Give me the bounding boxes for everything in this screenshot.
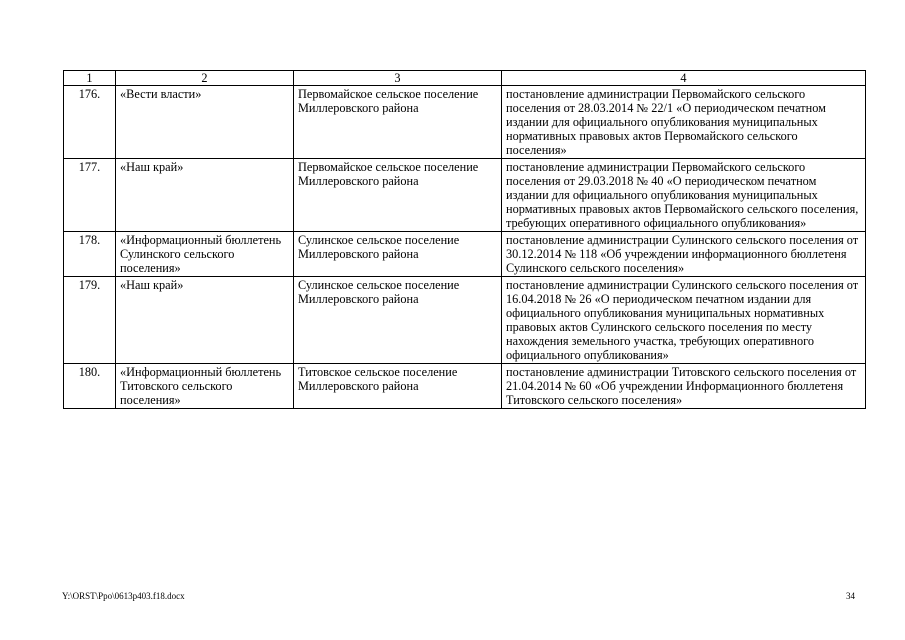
row-number: 176. — [64, 86, 116, 159]
table-row — [64, 232, 866, 277]
legal-act: постановление администрации Сулинского сельского поселения от 30.12.2014 № 118 «Об учреждении информационного бюллетеня Сулинского сельского поселения» — [502, 232, 866, 277]
publication-name: «Вести власти» — [116, 86, 294, 159]
legal-act: постановление администрации Первомайского сельского поселения от 28.03.2014 № 22/1 «О периодическом печатном издании для официального опубликования муниципальных нормативных правовых актов Первомайского сельского поселения» — [502, 86, 866, 159]
settlement-name: Сулинское сельское поселение Миллеровского района — [294, 232, 502, 277]
settlement-name: Титовское сельское поселение Миллеровского района — [294, 364, 502, 409]
settlement-name: Сулинское сельское поселение Миллеровского района — [294, 277, 502, 364]
table-header-row — [64, 71, 866, 86]
settlement-name: Первомайское сельское поселение Миллеровского района — [294, 159, 502, 232]
legal-act: постановление администрации Титовского сельского поселения от 21.04.2014 № 60 «Об учреждении Информационного бюллетеня Титовского сельского поселения» — [502, 364, 866, 409]
publication-name: «Информационный бюллетень Титовского сельского поселения» — [116, 364, 294, 409]
settlement-name: Первомайское сельское поселение Миллеровского района — [294, 86, 502, 159]
header-cell-3: 3 — [294, 71, 502, 86]
table-row — [64, 364, 866, 409]
publication-name: «Наш край» — [116, 159, 294, 232]
row-number: 180. — [64, 364, 116, 409]
page-number: 34 — [846, 591, 855, 601]
registry-table — [63, 70, 866, 409]
table-row — [64, 159, 866, 232]
legal-act: постановление администрации Сулинского сельского поселения от 16.04.2018 № 26 «О периодическом печатном издании для официального опубликования муниципальных нормативных правовых актов Сулинского сельского поселения по месту нахождения земельного участка, требующих оперативного официального опубликования» — [502, 277, 866, 364]
header-cell-1: 1 — [64, 71, 116, 86]
legal-act: постановление администрации Первомайского сельского поселения от 29.03.2018 № 40 «О периодическом печатном издании для официального опубликования муниципальных нормативных правовых актов Первомайского сельского поселения, требующих оперативного официального опубликования» — [502, 159, 866, 232]
row-number: 177. — [64, 159, 116, 232]
publication-name: «Наш край» — [116, 277, 294, 364]
row-number: 179. — [64, 277, 116, 364]
table-row — [64, 277, 866, 364]
row-number: 178. — [64, 232, 116, 277]
publication-name: «Информационный бюллетень Сулинского сельского поселения» — [116, 232, 294, 277]
table-row — [64, 86, 866, 159]
header-cell-4: 4 — [502, 71, 866, 86]
footer-file-path: Y:\ORST\Ppo\0613p403.f18.docx — [62, 591, 185, 601]
header-cell-2: 2 — [116, 71, 294, 86]
